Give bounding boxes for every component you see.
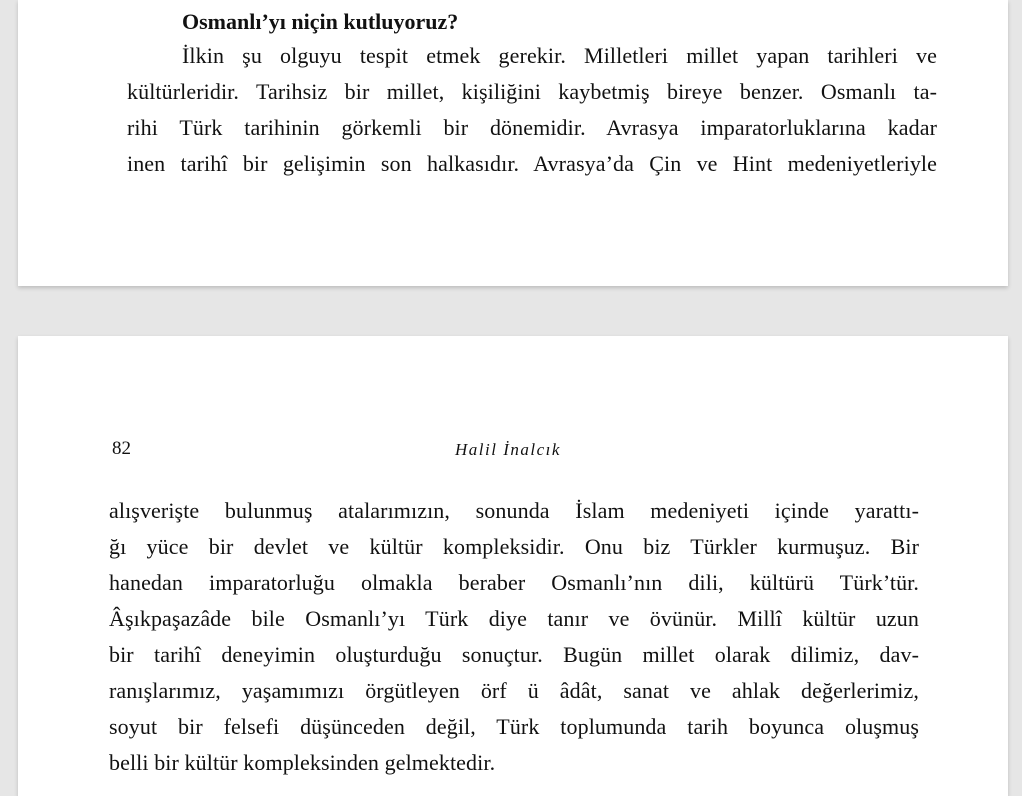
paragraph-line: soyut bir felsefi düşünceden değil, Türk toplumunda tarih boyunca oluşmuş — [109, 714, 919, 739]
section-heading: Osmanlı’yı niçin kutluyoruz? — [182, 9, 459, 34]
book-page-bottom — [18, 336, 1008, 796]
paragraph-line: alışverişte bulunmuş atalarımızın, sonunda İslam medeniyeti içinde yarattı- — [109, 498, 919, 523]
paragraph-line: hanedan imparatorluğu olmakla beraber Osmanlı’nın dili, kültürü Türk’tür. — [109, 570, 919, 595]
paragraph-line: Âşıkpaşazâde bile Osmanlı’yı Türk diye tanır ve övünür. Millî kültür uzun — [109, 606, 919, 631]
paragraph-line: ğı yüce bir devlet ve kültür kompleksidir. Onu biz Türkler kurmuşuz. Bir — [109, 534, 919, 559]
page-number: 82 — [112, 438, 131, 459]
paragraph-line: ranışlarımız, yaşamımızı örgütleyen örf ü âdât, sanat ve ahlak değerlerimiz, — [109, 678, 919, 703]
book-page-top — [18, 0, 1008, 286]
paragraph-line: İlkin şu olguyu tespit etmek gerekir. Milletleri millet yapan tarihleri ve — [182, 43, 937, 68]
paragraph-line: belli bir kültür kompleksinden gelmektedir. — [109, 750, 496, 775]
paragraph-line: bir tarihî deneyimin oluşturduğu sonuçtur. Bugün millet olarak dilimiz, dav- — [109, 642, 919, 667]
paragraph-line: rihi Türk tarihinin görkemli bir dönemidir. Avrasya imparatorluklarına kadar — [127, 115, 937, 140]
paragraph-line: kültürleridir. Tarihsiz bir millet, kişiliğini kaybetmiş bireye benzer. Osmanlı ta- — [127, 79, 937, 104]
running-head-author: Halil İnalcık — [455, 440, 561, 459]
paragraph-line: inen tarihî bir gelişimin son halkasıdır. Avrasya’da Çin ve Hint medeniyetleriyle — [127, 151, 937, 176]
